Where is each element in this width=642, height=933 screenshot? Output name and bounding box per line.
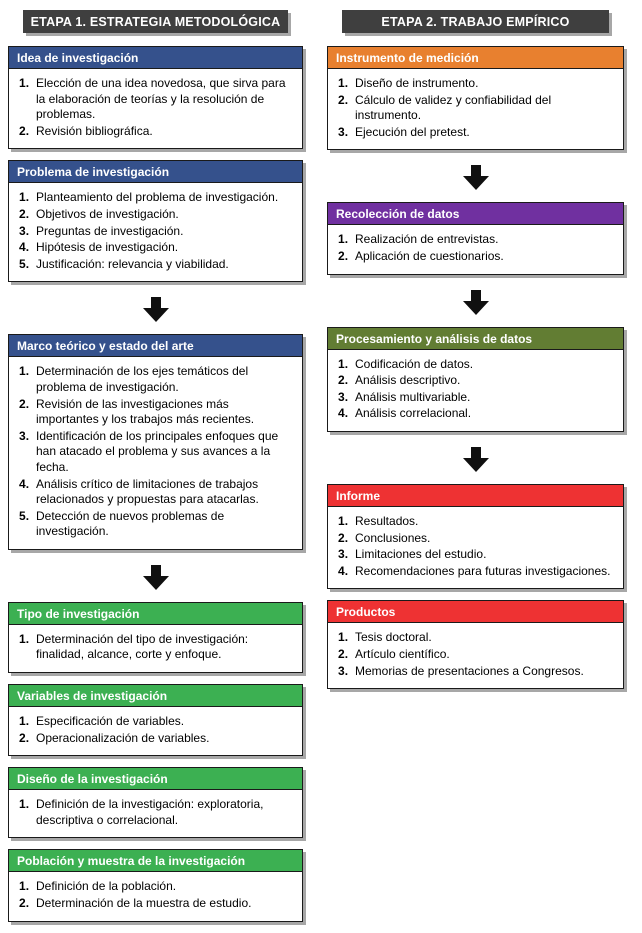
- list-item: Objetivos de investigación.: [36, 206, 179, 221]
- section-items: [9, 357, 302, 549]
- down-arrow-icon: [327, 165, 624, 190]
- section-informe: [327, 484, 624, 589]
- section-header: Productos: [328, 601, 623, 623]
- section-poblacion-y-muestra: [8, 849, 303, 921]
- section-items: [328, 623, 623, 688]
- section-header: Problema de investigación: [9, 161, 302, 183]
- section-items: [9, 625, 302, 672]
- section-instrumento-de-medicion: [327, 46, 624, 150]
- section-header: Idea de investigación: [9, 47, 302, 69]
- section-header: Marco teórico y estado del arte: [9, 335, 302, 357]
- list-item: Planteamiento del problema de investigación.: [36, 190, 279, 205]
- section-header: Variables de investigación: [9, 685, 302, 707]
- section-items: [328, 350, 623, 431]
- section-productos: [327, 600, 624, 689]
- column-etapa-2: [327, 10, 624, 700]
- section-header: Tipo de investigación: [9, 603, 302, 625]
- list-item: Ejecución del pretest.: [355, 124, 470, 139]
- section-items: [9, 872, 302, 920]
- section-items: [328, 507, 623, 588]
- column-etapa-1: [8, 10, 303, 933]
- list-item: Tesis doctoral.: [355, 630, 432, 645]
- list-item: Definición de la investigación: exploratoria, descriptiva o correlacional.: [36, 797, 264, 827]
- list-item: Codificación de datos.: [355, 356, 474, 371]
- section-idea-de-investigacion: [8, 46, 303, 149]
- section-items: [9, 790, 302, 837]
- section-marco-teorico: [8, 334, 303, 550]
- list-item: Determinación de los ejes temáticos del problema de investigación.: [36, 364, 249, 394]
- list-item: Revisión bibliográfica.: [36, 123, 153, 138]
- section-items: [328, 225, 623, 273]
- section-header: Población y muestra de la investigación: [9, 850, 302, 872]
- list-item: Análisis descriptivo.: [355, 373, 461, 388]
- down-arrow-icon: [327, 447, 624, 472]
- list-item: Análisis multivariable.: [355, 389, 471, 404]
- list-item: Aplicación de cuestionarios.: [355, 248, 504, 263]
- section-diseno-de-la-investigacion: [8, 767, 303, 838]
- list-item: Identificación de los principales enfoques que han atacado el problema y sus avances a la fecha.: [36, 428, 279, 474]
- section-recoleccion-de-datos: [327, 202, 624, 274]
- list-item: Elección de una idea novedosa, que sirva para la elaboración de teorías y la resolución de problemas.: [36, 76, 286, 122]
- section-items: [9, 707, 302, 755]
- section-header: Instrumento de medición: [328, 47, 623, 69]
- list-item: Definición de la población.: [36, 879, 177, 894]
- down-arrow-icon: [8, 297, 303, 322]
- section-items: [328, 69, 623, 149]
- list-item: Diseño de instrumento.: [355, 76, 479, 90]
- list-item: Cálculo de validez y confiabilidad del instrumento.: [355, 92, 552, 123]
- list-item: Limitaciones del estudio.: [355, 547, 487, 562]
- section-header: Informe: [328, 485, 623, 507]
- list-item: Preguntas de investigación.: [36, 223, 184, 238]
- list-item: Determinación de la muestra de estudio.: [36, 896, 252, 911]
- list-item: Resultados.: [355, 513, 419, 528]
- section-items: [9, 69, 302, 148]
- section-problema-de-investigacion: [8, 160, 303, 282]
- list-item: Artículo científico.: [355, 646, 450, 661]
- section-header: Diseño de la investigación: [9, 768, 302, 790]
- section-items: [9, 183, 302, 281]
- down-arrow-icon: [8, 565, 303, 590]
- section-header: Recolección de datos: [328, 203, 623, 225]
- list-item: Análisis correlacional.: [355, 406, 472, 421]
- list-item: Conclusiones.: [355, 530, 431, 545]
- list-item: Memorias de presentaciones a Congresos.: [355, 663, 584, 678]
- section-procesamiento-y-analisis: [327, 327, 624, 432]
- list-item: Análisis crítico de limitaciones de trabajos relacionados y propuestas para atacarlas.: [36, 476, 259, 507]
- list-item: Recomendaciones para futuras investigaciones.: [355, 563, 611, 578]
- column-title: ETAPA 1. ESTRATEGIA METODOLÓGICA: [23, 10, 289, 33]
- section-variables-de-investigacion: [8, 684, 303, 756]
- list-item: Hipótesis de investigación.: [36, 240, 179, 255]
- list-item: Justificación: relevancia y viabilidad.: [36, 256, 229, 271]
- column-title: ETAPA 2. TRABAJO EMPÍRICO: [342, 10, 609, 33]
- down-arrow-icon: [327, 290, 624, 315]
- list-item: Operacionalización de variables.: [36, 730, 210, 745]
- section-tipo-de-investigacion: [8, 602, 303, 673]
- list-item: Especificación de variables.: [36, 714, 185, 729]
- list-item: Detección de nuevos problemas de investigación.: [36, 508, 225, 539]
- section-header: Procesamiento y análisis de datos: [328, 328, 623, 350]
- list-item: Revisión de las investigaciones más importantes y los trabajos más recientes.: [36, 396, 255, 427]
- list-item: Determinación del tipo de investigación: finalidad, alcance, corte y enfoque.: [36, 631, 249, 662]
- list-item: Realización de entrevistas.: [355, 232, 499, 247]
